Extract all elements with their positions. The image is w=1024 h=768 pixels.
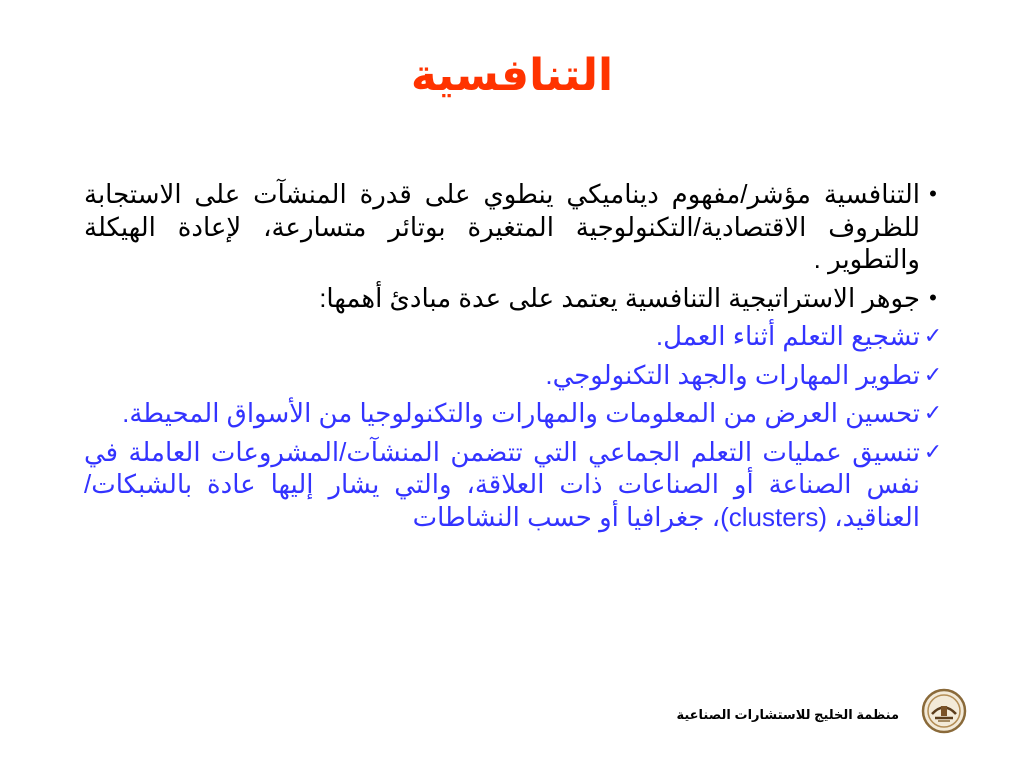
check-text: تطوير المهارات والجهد التكنولوجي. [545,359,920,390]
checkmark-icon: ✓ [923,361,943,387]
footer-organization-name: منظمة الخليج للاستشارات الصناعية [676,707,899,722]
check-text: تشجيع التعلم أثناء العمل. [655,321,920,351]
slide-title: التنافسية [410,50,614,101]
bullet-text: جوهر الاستراتيجية التنافسية يعتمد على عدة مبادئ أهمها: [319,282,920,313]
bullet-item [84,178,946,276]
checkmark-icon: ✓ [923,323,943,348]
check-text: تحسين العرض من المعلومات والمهارات والتكنولوجيا من الأسواق المحيطة. [122,398,920,428]
bullet-text: التنافسية مؤشر/مفهوم ديناميكي ينطوي على قدرة المنشآت على الاستجابة للظروف الاقتصادية/التكنولوجية المتغيرة بوتائر متسارعة، لإعادة الهيكلة والتطوير . [84,179,920,274]
check-item [84,436,946,534]
checkmark-icon: ✓ [923,400,943,425]
check-item [84,320,946,353]
gulf-organization-logo-icon [920,687,968,735]
check-item [84,397,946,430]
check-item [84,359,946,392]
check-text: تنسيق عمليات التعلم الجماعي التي تتضمن المنشآت/المشروعات العاملة في نفس الصناعة أو الصناعات ذات العلاقة، والتي يشار إليها عادة بالشبكات/العناقيد، (clusters)، جغرافيا أو حسب النشاطات [84,436,920,532]
checkmark-icon: ✓ [923,438,943,464]
bullet-item [84,282,946,315]
slide-content [84,178,946,539]
bullet-marker: • [929,181,937,206]
bullet-marker: • [929,284,937,310]
